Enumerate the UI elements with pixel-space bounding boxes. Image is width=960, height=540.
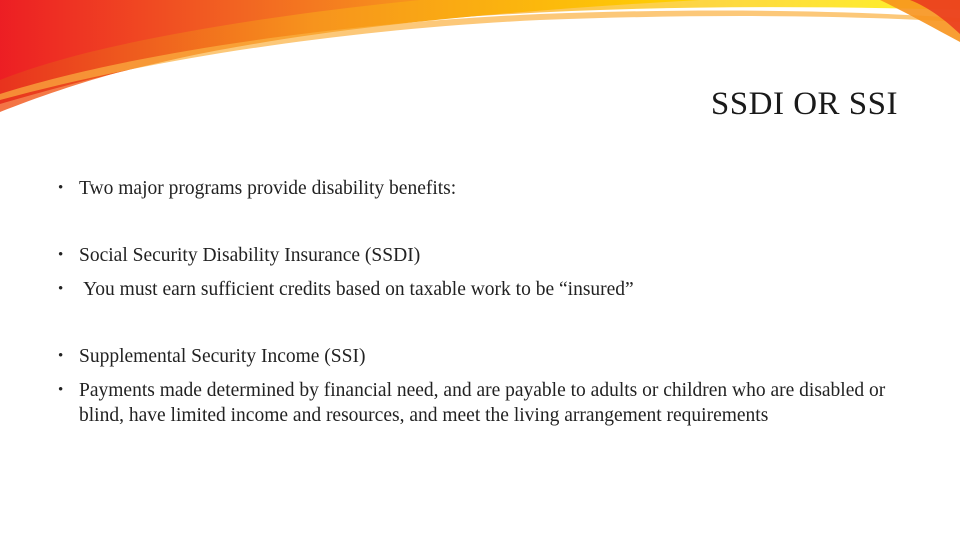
slide-title: SSDI OR SSI [710, 86, 898, 122]
bullet-item: • Payments made determined by financial need, and are payable to adults or children who are disabled or blind, have limited income and resources, and meet the living arrangement requirements [58, 378, 898, 428]
bullet-item: • Supplemental Security Income (SSI) [58, 344, 898, 369]
bullet-item: • You must earn sufficient credits based on taxable work to be “insured” [58, 277, 898, 302]
bullet-item: • Social Security Disability Insurance (SSDI) [58, 243, 898, 268]
bullet-list [58, 176, 898, 428]
bullet-item: • Two major programs provide disability benefits: [58, 176, 898, 201]
